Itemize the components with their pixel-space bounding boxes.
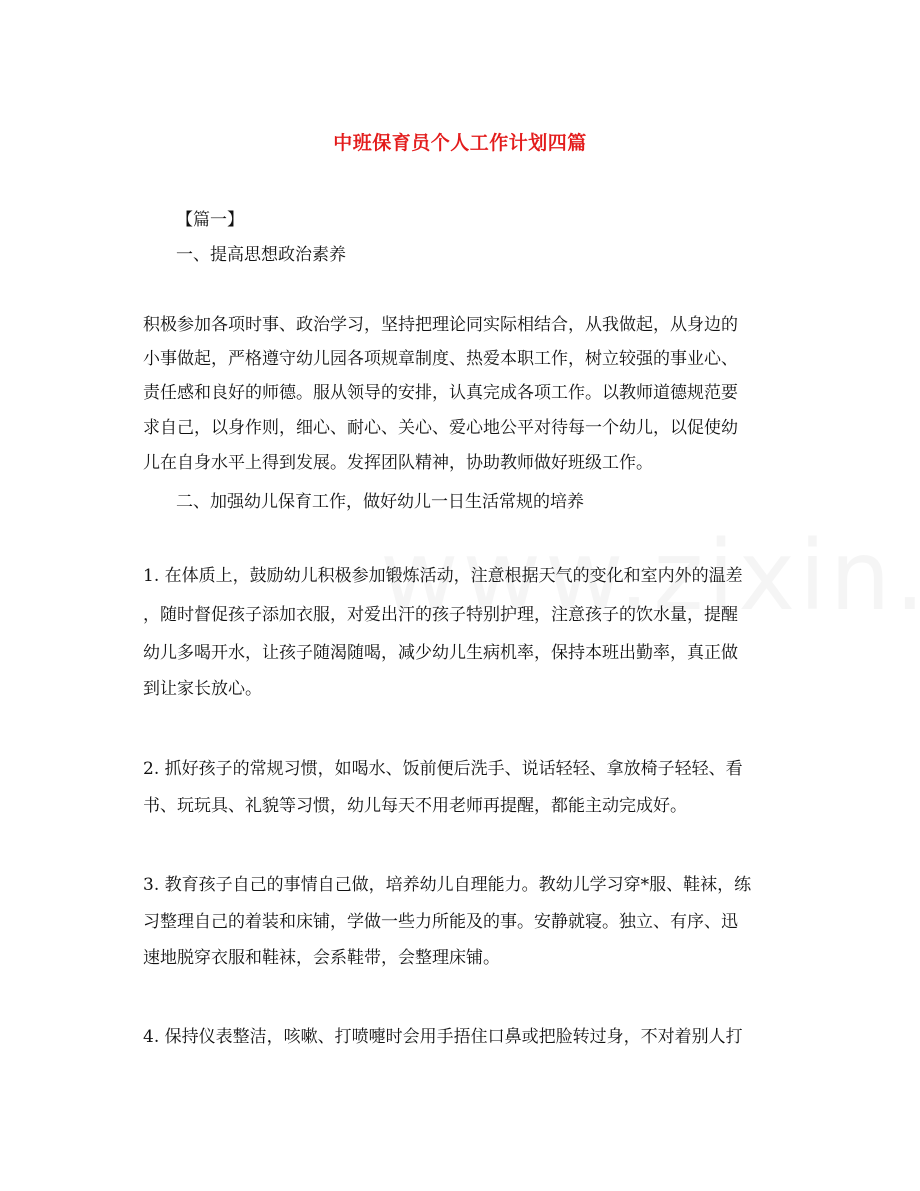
section-label: 【篇一】 xyxy=(176,210,244,230)
para1-line-2: 小事做起，严格遵守幼儿园各项规章制度、热爱本职工作，树立较强的事业心、 xyxy=(143,349,738,369)
para1-line-3: 责任感和良好的师德。服从领导的安排，认真完成各项工作。以教师道德规范要 xyxy=(143,383,738,403)
item4-line-1: 4. 保持仪表整洁，咳嗽、打喷嚏时会用手捂住口鼻或把脸转过身，不对着别人打 xyxy=(143,1027,743,1047)
heading-1: 一、提高思想政治素养 xyxy=(176,245,346,265)
document-title: 中班保育员个人工作计划四篇 xyxy=(333,132,587,154)
item3-line-3: 速地脱穿衣服和鞋袜，会系鞋带，会整理床铺。 xyxy=(143,948,500,968)
item1-line-1: 1. 在体质上，鼓励幼儿积极参加锻炼活动，注意根据天气的变化和室内外的温差 xyxy=(143,566,743,586)
item2-line-2: 书、玩玩具、礼貌等习惯，幼儿每天不用老师再提醒，都能主动完成好。 xyxy=(143,796,687,816)
item1-line-4: 到让家长放心。 xyxy=(143,679,262,699)
item1-line-2: ，随时督促孩子添加衣服，对爱出汗的孩子特别护理，注意孩子的饮水量，提醒 xyxy=(143,605,738,625)
para1-line-1: 积极参加各项时事、政治学习，坚持把理论同实际相结合，从我做起，从身边的 xyxy=(143,315,738,335)
item2-line-1: 2. 抓好孩子的常规习惯，如喝水、饭前便后洗手、说话轻轻、拿放椅子轻轻、看 xyxy=(143,759,743,779)
item1-line-3: 幼儿多喝开水，让孩子随渴随喝，减少幼儿生病机率，保持本班出勤率，真正做 xyxy=(143,643,738,663)
para1-line-5: 儿在自身水平上得到发展。发挥团队精神，协助教师做好班级工作。 xyxy=(143,453,653,473)
para1-line-4: 求自己，以身作则，细心、耐心、关心、爱心地公平对待每一个幼儿，以促使幼 xyxy=(143,418,738,438)
item3-line-1: 3. 教育孩子自己的事情自己做，培养幼儿自理能力。教幼儿学习穿*服、鞋袜，练 xyxy=(143,875,752,895)
item3-line-2: 习整理自己的着装和床铺，学做一些力所能及的事。安静就寝。独立、有序、迅 xyxy=(143,912,738,932)
heading-2: 二、加强幼儿保育工作，做好幼儿一日生活常规的培养 xyxy=(176,492,584,512)
